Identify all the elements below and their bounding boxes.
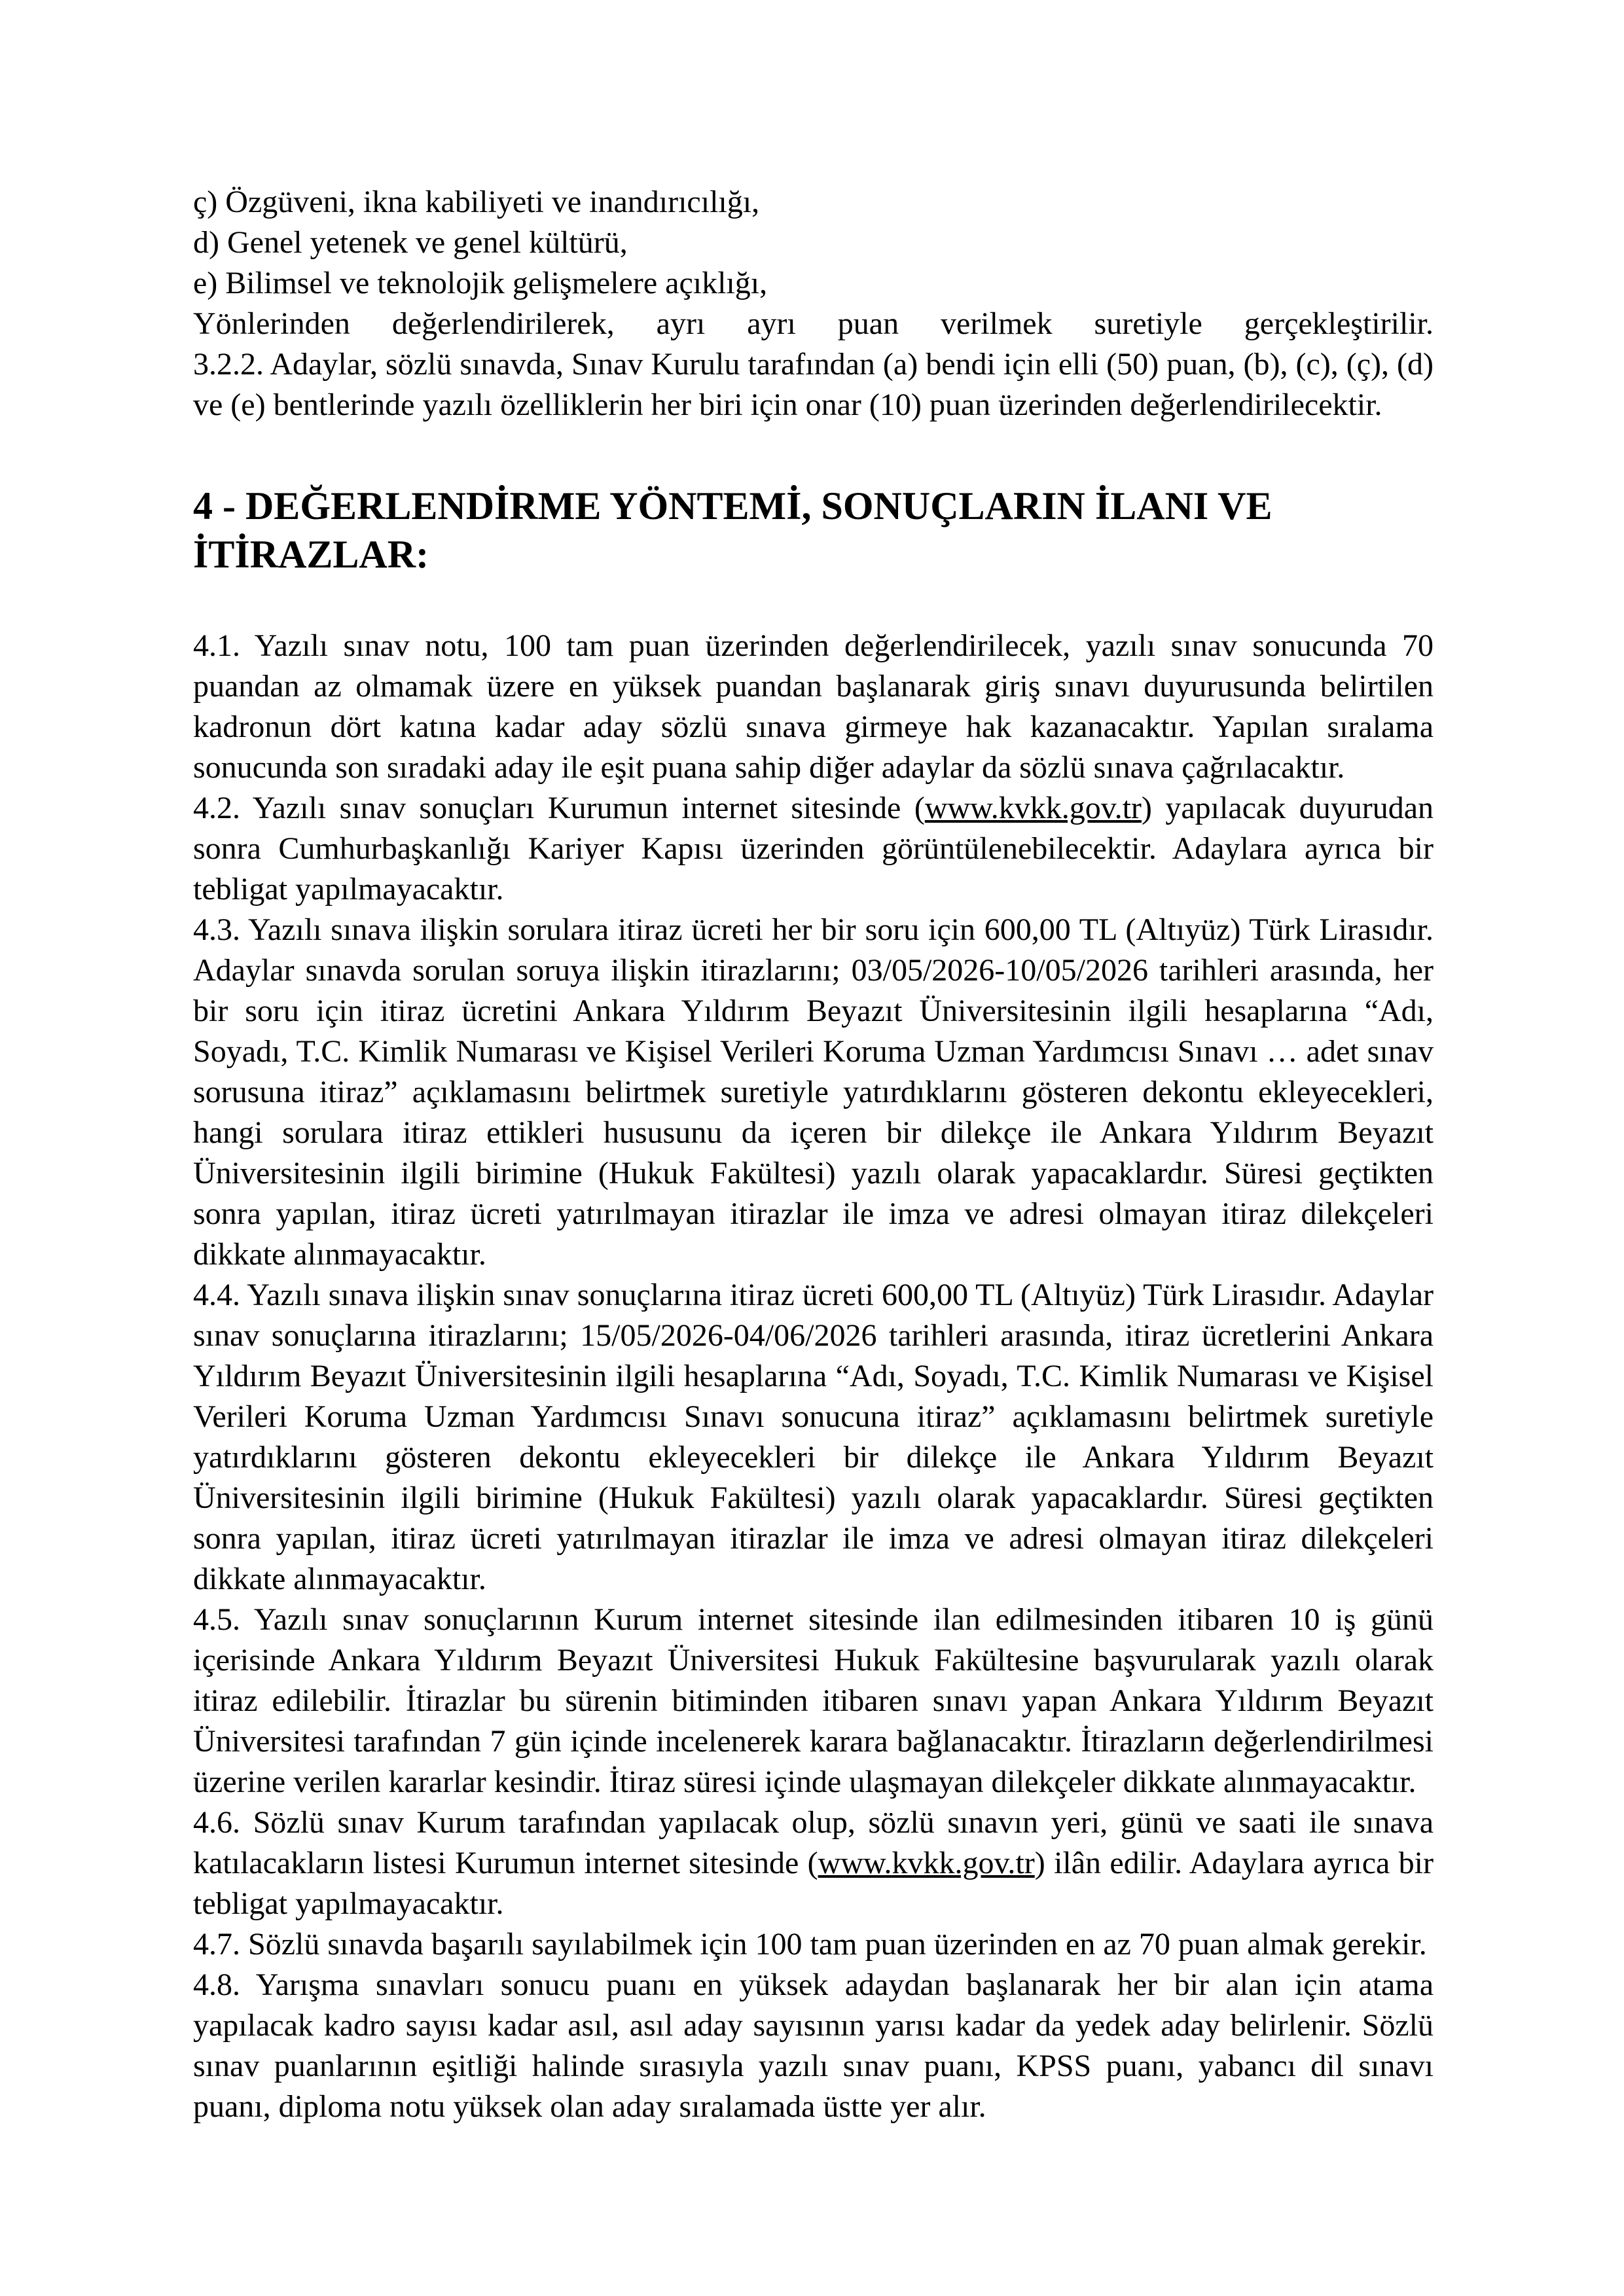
kvkk-website-link[interactable]: www.kvkk.gov.tr — [924, 791, 1142, 825]
clause-4-5: 4.5. Yazılı sınav sonuçlarının Kurum internet sitesinde ilan edilmesinden itibaren 10 iş günü içerisinde Ankara Yıldırım Beyazıt Üniversitesi Hukuk Fakültesine başvurularak yazılı olarak itiraz edilebilir. İtirazlar bu sürenin bitiminden itibaren sınavı yapan Ankara Yıldırım Beyazıt Üniversitesi tarafından 7 gün içinde incelenerek karara bağlanacaktır. İtirazların değerlendirilmesi üzerine verilen kararlar kesindir. İtiraz süresi içinde ulaşmayan dilekçeler dikkate alınmayacaktır. — [193, 1602, 1434, 1799]
clause-3-2-2: 3.2.2. Adaylar, sözlü sınavda, Sınav Kurulu tarafından (a) bendi için elli (50) puan, (b), (c), (ç), (d) ve (e) bentlerinde yazılı özelliklerin her biri için onar (10) puan üzerinden değerlendirilecektir. — [193, 347, 1434, 422]
clause-4-2 — [193, 788, 1434, 910]
criterion-item-d: d) Genel yetenek ve genel kültürü, — [193, 225, 628, 260]
clause-4-6 — [193, 1803, 1434, 1924]
clause-4-6-text-after: ) ilân edilir. Adaylara ayrıca bir tebligat yapılmayacaktır. — [193, 1846, 1434, 1921]
clause-4-4: 4.4. Yazılı sınava ilişkin sınav sonuçlarına itiraz ücreti 600,00 TL (Altıyüz) Türk Lirasıdır. Adaylar sınav sonuçlarına itirazlarını; 15/05/2026-04/06/2026 tarihleri arasında, itiraz ücretlerini Ankara Yıldırım Beyazıt Üniversitesinin ilgili hesaplarına “Adı, Soyadı, T.C. Kimlik Numarası ve Kişisel Verileri Koruma Uzman Yardımcısı Sınavı sonucuna itiraz” açıklamasını belirtmek suretiyle yatırdıklarını gösteren dekontu ekleyecekleri bir dilekçe ile Ankara Yıldırım Beyazıt Üniversitesinin ilgili birimine (Hukuk Fakültesi) yazılı olarak yapacaklardır. Süresi geçtikten sonra yapılan, itiraz ücreti yatırılmayan itirazlar ile imza ve adresi olmayan itiraz dilekçeleri dikkate alınmayacaktır. — [193, 1278, 1434, 1596]
clause-4-6-text-before: 4.6. Sözlü sınav Kurum tarafından yapılacak olup, sözlü sınavın yeri, günü ve saati ile sınava katılacakların listesi Kurumun internet sitesinde ( — [193, 1805, 1434, 1880]
clause-4-8: 4.8. Yarışma sınavları sonucu puanı en yüksek adaydan başlanarak her bir alan için atama yapılacak kadro sayısı kadar asıl, asıl aday sayısının yarısı kadar da yedek aday belirlenir. Sözlü sınav puanlarının eşitliği halinde sırasıyla yazılı sınav puanı, KPSS puanı, yabancı dil sınavı puanı, diploma notu yüksek olan aday sıralamada üstte yer alır. — [193, 1967, 1434, 2124]
clause-4-1: 4.1. Yazılı sınav notu, 100 tam puan üzerinden değerlendirilecek, yazılı sınav sonucunda 70 puandan az olmamak üzere en yüksek puandan başlanarak giriş sınavı duyurusunda belirtilen kadronun dört katına kadar aday sözlü sınava girmeye hak kazanacaktır. Yapılan sıralama sonucunda son sıradaki aday ile eşit puana sahip diğer adaylar da sözlü sınava çağrılacaktır. — [193, 628, 1434, 785]
evaluation-method-note: Yönlerinden değerlendirilerek, ayrı ayrı puan verilmek suretiyle gerçekleştirilir. — [193, 306, 1434, 341]
clause-4-2-text-after: ) yapılacak duyurudan sonra Cumhurbaşkanlığı Kariyer Kapısı üzerinden görüntülenebilecektir. Adaylara ayrıca bir tebligat yapılmayacaktır. — [193, 791, 1434, 906]
clause-4-7: 4.7. Sözlü sınavda başarılı sayılabilmek için 100 tam puan üzerinden en az 70 puan almak gerekir. — [193, 1927, 1427, 1962]
criterion-item-c: ç) Özgüveni, ikna kabiliyeti ve inandırıcılığı, — [193, 185, 760, 219]
kvkk-website-link-2[interactable]: www.kvkk.gov.tr — [818, 1846, 1035, 1880]
clause-4-2-text-before: 4.2. Yazılı sınav sonuçları Kurumun internet sitesinde ( — [193, 791, 925, 825]
criterion-item-e: e) Bilimsel ve teknolojik gelişmelere açıklığı, — [193, 266, 768, 300]
section-4-heading: 4 - DEĞERLENDİRME YÖNTEMİ, SONUÇLARIN İLANI VE İTİRAZLAR: — [193, 484, 1272, 576]
clause-4-3: 4.3. Yazılı sınava ilişkin sorulara itiraz ücreti her bir soru için 600,00 TL (Altıyüz) Türk Lirasıdır. Adaylar sınavda sorulan soruya ilişkin itirazlarını; 03/05/2026-10/05/2026 tarihleri arasında, her bir soru için itiraz ücretini Ankara Yıldırım Beyazıt Üniversitesinin ilgili hesaplarına “Adı, Soyadı, T.C. Kimlik Numarası ve Kişisel Verileri Koruma Uzman Yardımcısı Sınavı … adet sınav sorusuna itiraz” açıklamasını belirtmek suretiyle yatırdıklarını gösteren dekontu ekleyecekleri, hangi sorulara itiraz ettikleri hususunu da içeren bir dilekçe ile Ankara Yıldırım Beyazıt Üniversitesinin ilgili birimine (Hukuk Fakültesi) yazılı olarak yapacaklardır. Süresi geçtikten sonra yapılan, itiraz ücreti yatırılmayan itirazlar ile imza ve adresi olmayan itiraz dilekçeleri dikkate alınmayacaktır. — [193, 912, 1434, 1272]
